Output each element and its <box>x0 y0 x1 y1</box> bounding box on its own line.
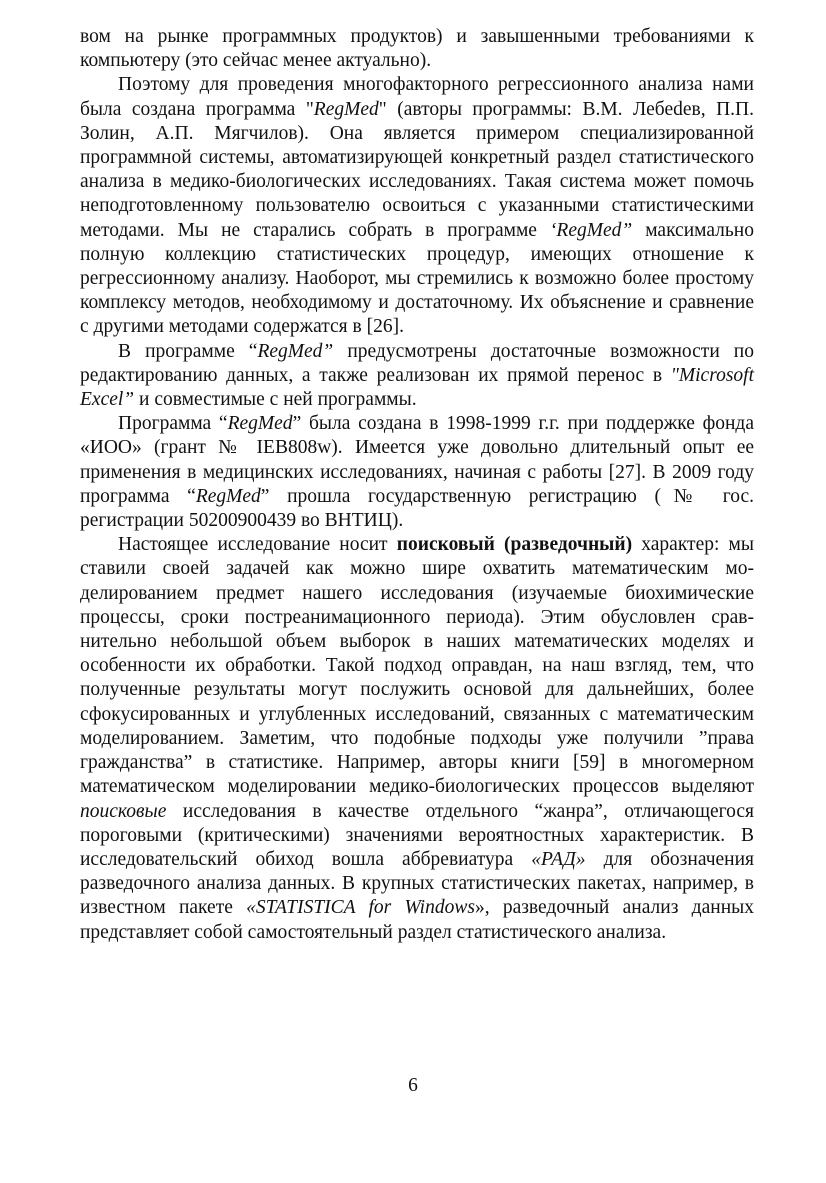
text-run: В программе “ <box>118 340 258 362</box>
document-body <box>80 25 754 945</box>
paragraph <box>80 412 754 533</box>
text-run: для обозначения разведочного анализа данных. В крупных статистических пакетах, например, в известном пакете <box>80 848 754 919</box>
text-run: и совместимые с ней программы. <box>134 389 417 411</box>
italic-text: поисковые <box>80 800 167 822</box>
text-run: вом на рынке программных продуктов) и завышенными требованиями к компьютеру (это сейчас менее актуально). <box>80 26 754 72</box>
bold-text: поисковый (разведочный) <box>396 534 633 556</box>
text-run: Программа “ <box>118 413 228 435</box>
text-run: Поэтому для проведения многофакторного регрессионного анализа нами была создана программа " <box>80 74 754 120</box>
italic-text: RegMed <box>195 485 261 507</box>
text-run: ” прошла государственную регистрацию (№ гос. регистрации 50200900439 во ВНТИЦ). <box>80 485 754 532</box>
italic-text: ‘RegMed” <box>549 219 633 241</box>
text-run: максимально полную коллекцию статистических процедур, имеющих отношение к регрессионному анализу. Наоборот, мы стремились к возможно более простому комплексу методов, необходимому и достаточному. Их объяснение и сравнение с другими методами содержатся в [26]. <box>80 219 754 338</box>
text-run: предусмотрены достаточные возможности по редактированию данных, а также реализован их прямой перенос в <box>80 340 754 386</box>
text-run: исследования в качестве отдельного “жанра”, отличающегося пороговыми (критическими) значениями вероятностных характеристик. В исследовательский обиход вошла аббревиатура <box>80 800 754 870</box>
paragraph <box>80 533 754 944</box>
text-run: Настоящее исследование носит <box>118 534 397 556</box>
page-number: 6 <box>408 1075 418 1096</box>
text-run: », разведочный анализ данных представляет собой самостоятельный раздел статистического анализа. <box>80 897 754 943</box>
paragraph <box>80 25 754 73</box>
paragraph <box>80 73 754 339</box>
italic-text: "Microsoft Excel” <box>80 364 754 411</box>
italic-text: «РАД» <box>531 848 586 870</box>
text-run: " (авторы программы: В.М. Лебеdев, П.П. Золин, А.П. Мягчилов). Она является примером специализированной программной системы, автоматизирующей конкретный раздел статистического анализа в медико-биологических исследованиях. Такая система может помочь неподготовленному пользователю освоиться с указанными статистическими методами. Мы не старались собрать в программе <box>80 98 754 241</box>
italic-text: RegMed” <box>257 340 334 362</box>
text-run: ” была создана в 1998-1999 г.г. при поддержке фонда «ИОО» (грант № IEB808w). Имеется уже довольно длительный опыт ее применения в медицинских исследованиях, начиная с работы [27]. В 2009 году программа “ <box>80 413 755 507</box>
italic-text: «STATISTICA for Windows <box>246 897 475 919</box>
italic-text: RegMed <box>313 98 379 120</box>
text-run: характер: мы ставили своей задачей как можно шире охватить математическим моделированием предмет нашего исследования (изучаемые биохимические процессы, сроки постреанимационного периода). Этим обусловлен сравнительно небольшой объем выборок в наших математических моделях и особенности их обработки. Такой подход оправдан, на наш взгляд, тем, что полученные результаты могут послужить основой для дальнейших, более сфокусированных и углубленных исследований, связанных с математическим моделированием. Заметим, что подобные подходы уже получили ”права гражданства” в статистике. Например, авторы книги [59] в многомерном математическом моделировании медико-биологических процессов выделяют <box>80 534 754 798</box>
paragraph <box>80 340 754 413</box>
italic-text: RegMed <box>227 413 293 435</box>
